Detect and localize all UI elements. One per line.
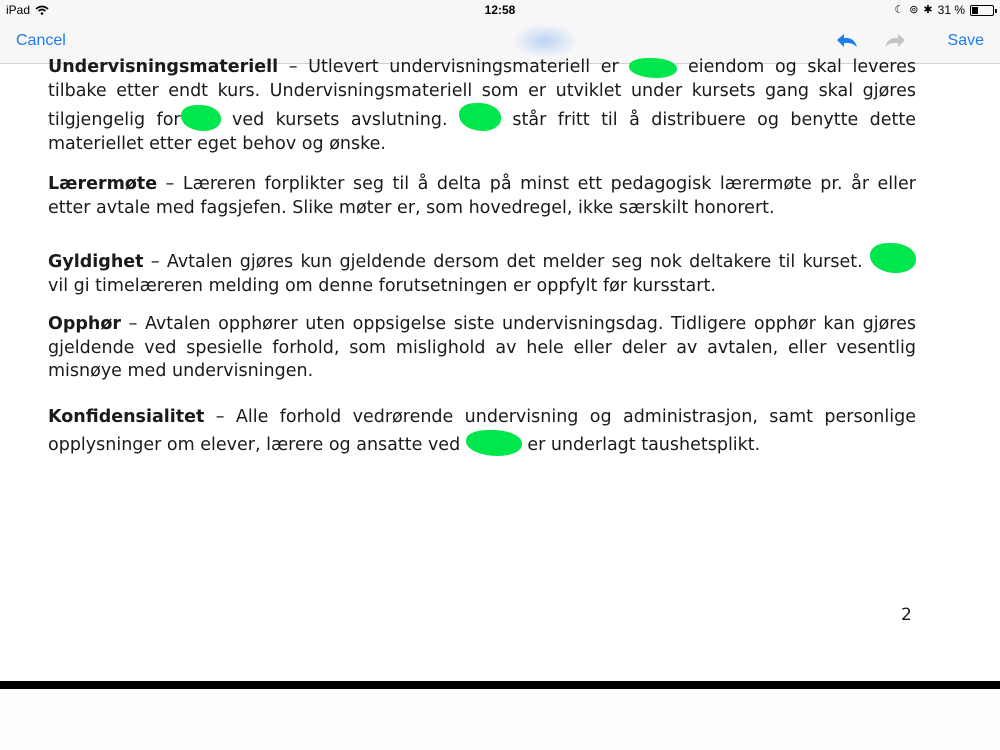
page-number: 2 <box>901 605 912 625</box>
battery-icon <box>970 5 994 16</box>
paragraph-heading: Konfidensialitet <box>48 407 205 427</box>
save-button[interactable]: Save <box>947 32 984 49</box>
paragraph-text: – Avtalen gjøres kun gjeldende dersom det melder seg nok deltakere til kurset. <box>143 252 870 272</box>
moon-icon: ☾ <box>894 4 905 16</box>
battery-percent: 31 % <box>937 3 965 17</box>
status-right <box>894 3 994 17</box>
paragraph-text: – Læreren forplikter seg til å delta på minst ett pedagogisk lærermøte pr. år eller etter avtale med fagsjefen. Slike møter er, som hovedregel, ikke særskilt honorert. <box>48 174 916 218</box>
next-page-area <box>0 689 1000 750</box>
device-name: iPad <box>6 3 31 17</box>
paragraph-text: – Utlevert undervisningsmateriell er <box>278 57 630 77</box>
page-divider <box>0 681 1000 689</box>
bluetooth-icon: ✱ <box>923 4 933 16</box>
paragraph-text: – Avtalen opphører uten oppsigelse siste undervisningsdag. Tidligere opphør kan gjøres gjeldende ved spesielle forhold, som mislighold av hele eller deler av avtalen, eller vesentlig misnøye med undervisningen. <box>48 314 916 381</box>
paragraph-heading: Lærermøte <box>48 174 158 194</box>
battery-fill <box>972 7 978 14</box>
status-bar <box>0 0 1000 20</box>
paragraph-gyldighet <box>48 243 916 298</box>
paragraph-text: ved kursets avslutning. <box>220 110 459 130</box>
redaction-mark <box>181 105 221 131</box>
title-blur <box>515 26 575 56</box>
redaction-mark <box>629 58 677 78</box>
undo-arrow-icon[interactable] <box>834 31 860 51</box>
redaction-mark <box>466 430 522 456</box>
paragraph-text: står fritt til å distribuere og benytte dette materiellet etter eget behov og ønske. <box>48 110 916 154</box>
paragraph-laerermote <box>48 173 916 220</box>
paragraph-heading: Opphør <box>48 314 122 334</box>
paragraph-text: – Alle forhold vedrørende undervisning og administrasjon, samt personlige opplysninger om elever, lærere og ansatte ved <box>48 407 916 455</box>
redaction-mark <box>459 103 501 131</box>
paragraph-text: vil gi timelæreren melding om denne forutsetningen er oppfylt før kursstart. <box>48 275 716 296</box>
paragraph-undervisningsmateriell <box>48 56 916 156</box>
redo-arrow-icon[interactable] <box>882 31 908 51</box>
redaction-mark <box>870 243 916 273</box>
cancel-button[interactable]: Cancel <box>16 32 66 49</box>
paragraph-heading: Undervisningsmateriell <box>48 57 279 77</box>
paragraph-text: er underlagt taushetsplikt. <box>521 434 761 455</box>
paragraph-heading: Gyldighet <box>48 252 144 272</box>
document-page <box>0 57 1000 750</box>
clock: 12:58 <box>484 3 516 17</box>
paragraph-konfidensialitet <box>48 406 916 457</box>
paragraph-text: eiendom og skal leveres tilbake etter endt kurs. Undervisningsmateriell som er utviklet under kursets gang skal gjøres tilgjengelig for <box>48 57 916 130</box>
paragraph-opphor <box>48 313 916 384</box>
orientation-lock-icon: ⊚ <box>909 4 919 16</box>
